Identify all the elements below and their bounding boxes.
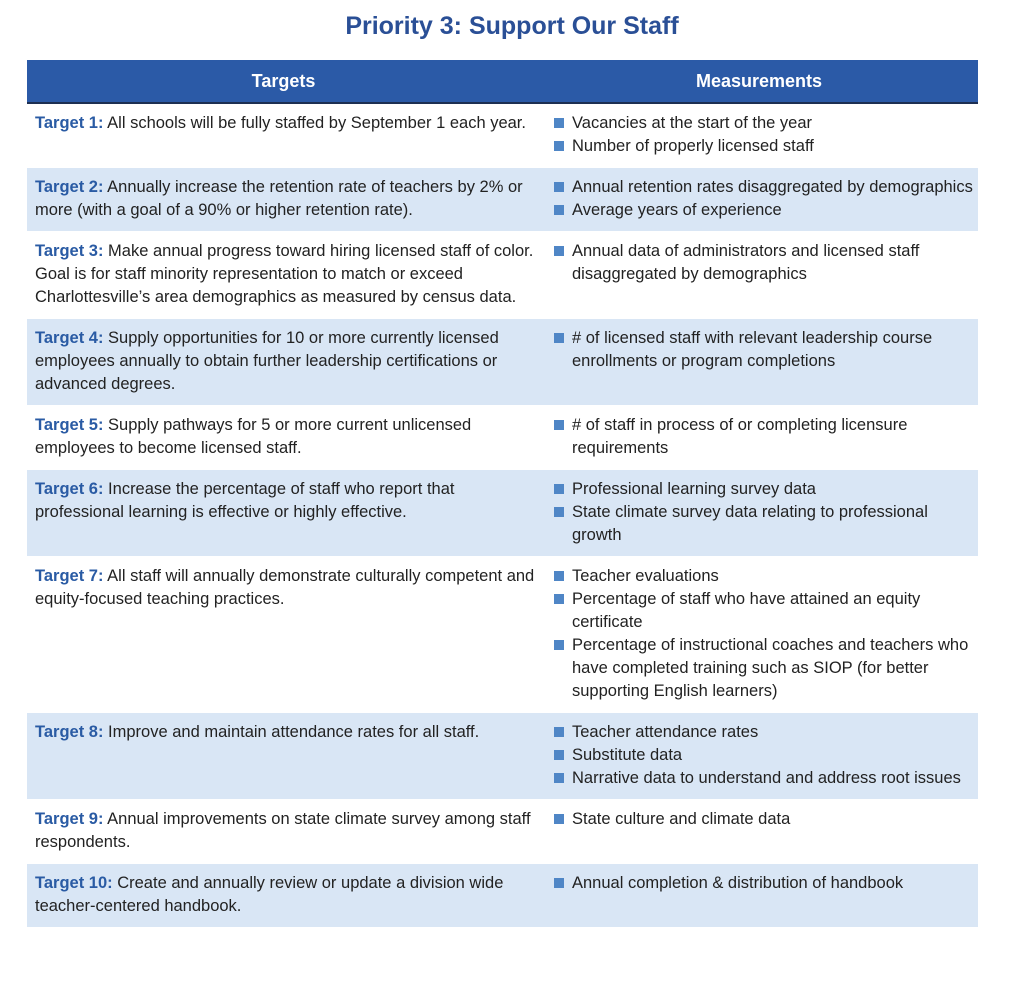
measurement-text: Substitute data xyxy=(572,746,683,764)
measurement-text: Average years of experience xyxy=(572,201,782,219)
square-bullet-icon xyxy=(554,750,564,760)
square-bullet-icon xyxy=(554,141,564,151)
table-row xyxy=(27,168,978,232)
measurements-cell xyxy=(540,319,976,405)
measurement-item xyxy=(546,199,976,222)
square-bullet-icon xyxy=(554,333,564,343)
measurement-item xyxy=(546,721,976,744)
target-cell xyxy=(27,864,540,927)
measurement-text: # of staff in process of or completing licensure requirements xyxy=(572,416,908,457)
target-label: Target 9: xyxy=(35,810,104,828)
measurement-item xyxy=(546,112,976,135)
table-row xyxy=(27,319,978,406)
measurement-item xyxy=(546,327,976,373)
measurement-list xyxy=(546,176,976,222)
target-text: Create and annually review or update a division wide teacher-centered handbook. xyxy=(35,874,504,915)
target-cell xyxy=(27,557,540,712)
target-cell xyxy=(27,406,540,469)
measurement-text: Annual completion & distribution of handbook xyxy=(572,874,904,892)
target-label: Target 4: xyxy=(35,329,104,347)
measurement-text: Professional learning survey data xyxy=(572,480,816,498)
target-label: Target 1: xyxy=(35,114,104,132)
table-row xyxy=(27,800,978,864)
measurement-text: State culture and climate data xyxy=(572,810,791,828)
target-text: Improve and maintain attendance rates for all staff. xyxy=(103,723,480,741)
table-body xyxy=(27,104,978,928)
measurement-item xyxy=(546,240,976,286)
measurement-item xyxy=(546,744,976,767)
measurement-item xyxy=(546,501,976,547)
measurements-cell xyxy=(540,168,976,231)
target-label: Target 6: xyxy=(35,480,104,498)
measurements-cell xyxy=(540,232,976,318)
measurements-cell xyxy=(540,713,976,799)
target-label: Target 5: xyxy=(35,416,104,434)
square-bullet-icon xyxy=(554,640,564,650)
square-bullet-icon xyxy=(554,814,564,824)
square-bullet-icon xyxy=(554,773,564,783)
measurement-item xyxy=(546,176,976,199)
measurement-text: Narrative data to understand and address root issues xyxy=(572,769,961,787)
measurements-cell xyxy=(540,470,976,556)
measurement-text: # of licensed staff with relevant leadership course enrollments or program completions xyxy=(572,329,933,370)
page-title: Priority 3: Support Our Staff xyxy=(345,12,679,40)
measurement-list xyxy=(546,478,976,547)
square-bullet-icon xyxy=(554,727,564,737)
measurement-list xyxy=(546,327,976,373)
measurement-item xyxy=(546,808,976,831)
measurement-list xyxy=(546,240,976,286)
target-text: Increase the percentage of staff who report that professional learning is effective or highly effective. xyxy=(35,480,455,521)
target-text: All schools will be fully staffed by September 1 each year. xyxy=(103,114,526,132)
target-text: Supply opportunities for 10 or more currently licensed employees annually to obtain further leadership certifications or advanced degrees. xyxy=(35,329,499,393)
table-header xyxy=(27,60,978,104)
measurement-item xyxy=(546,414,976,460)
square-bullet-icon xyxy=(554,507,564,517)
measurement-text: Teacher attendance rates xyxy=(572,723,759,741)
measurement-list xyxy=(546,112,976,158)
table-row xyxy=(27,232,978,319)
measurements-cell xyxy=(540,864,976,927)
measurement-list xyxy=(546,721,976,790)
measurement-text: Annual data of administrators and licensed staff disaggregated by demographics xyxy=(572,242,920,283)
measurements-cell xyxy=(540,557,976,712)
measurement-item xyxy=(546,588,976,634)
measurement-text: Teacher evaluations xyxy=(572,567,719,585)
target-text: Supply pathways for 5 or more current unlicensed employees to become licensed staff. xyxy=(35,416,472,457)
header-targets: Targets xyxy=(251,70,316,91)
target-text: Make annual progress toward hiring licensed staff of color. Goal is for staff minority representation to match or exceed Charlottesville’s area demographics as measured by census data. xyxy=(35,242,534,306)
target-text: All staff will annually demonstrate culturally competent and equity-focused teaching practices. xyxy=(35,567,535,608)
target-cell xyxy=(27,319,540,405)
measurement-text: Percentage of staff who have attained an equity certificate xyxy=(572,590,921,631)
target-label: Target 10: xyxy=(35,874,113,892)
target-cell xyxy=(27,470,540,556)
targets-table xyxy=(27,60,978,928)
table-row xyxy=(27,104,978,168)
square-bullet-icon xyxy=(554,878,564,888)
target-label: Target 7: xyxy=(35,567,104,585)
measurement-item xyxy=(546,767,976,790)
target-label: Target 3: xyxy=(35,242,104,260)
table-row xyxy=(27,864,978,928)
measurement-item xyxy=(546,565,976,588)
table-row xyxy=(27,557,978,713)
measurements-cell xyxy=(540,104,976,167)
measurements-cell xyxy=(540,800,976,863)
target-text: Annual improvements on state climate survey among staff respondents. xyxy=(35,810,531,851)
measurement-item xyxy=(546,872,976,895)
target-cell xyxy=(27,232,540,318)
measurement-list xyxy=(546,872,976,895)
table-row xyxy=(27,713,978,800)
measurement-text: Percentage of instructional coaches and teachers who have completed training such as SIOP (for better supporting English learners) xyxy=(572,636,969,700)
target-cell xyxy=(27,168,540,231)
square-bullet-icon xyxy=(554,182,564,192)
square-bullet-icon xyxy=(554,484,564,494)
measurement-list xyxy=(546,565,976,703)
square-bullet-icon xyxy=(554,246,564,256)
measurement-list xyxy=(546,414,976,460)
header-measurements: Measurements xyxy=(695,70,823,91)
measurement-text: Annual retention rates disaggregated by demographics xyxy=(572,178,973,196)
measurement-item xyxy=(546,135,976,158)
square-bullet-icon xyxy=(554,420,564,430)
measurement-item xyxy=(546,478,976,501)
target-label: Target 2: xyxy=(35,178,104,196)
measurement-text: State climate survey data relating to professional growth xyxy=(572,503,928,544)
square-bullet-icon xyxy=(554,571,564,581)
target-text: Annually increase the retention rate of teachers by 2% or more (with a goal of a 90% or higher retention rate). xyxy=(35,178,523,219)
target-label: Target 8: xyxy=(35,723,104,741)
measurements-cell xyxy=(540,406,976,469)
measurement-text: Vacancies at the start of the year xyxy=(572,114,812,132)
target-cell xyxy=(27,713,540,799)
square-bullet-icon xyxy=(554,205,564,215)
target-cell xyxy=(27,104,540,167)
target-cell xyxy=(27,800,540,863)
square-bullet-icon xyxy=(554,594,564,604)
table-row xyxy=(27,406,978,470)
measurement-item xyxy=(546,634,976,703)
square-bullet-icon xyxy=(554,118,564,128)
measurement-list xyxy=(546,808,976,831)
measurement-text: Number of properly licensed staff xyxy=(572,137,814,155)
table-row xyxy=(27,470,978,557)
